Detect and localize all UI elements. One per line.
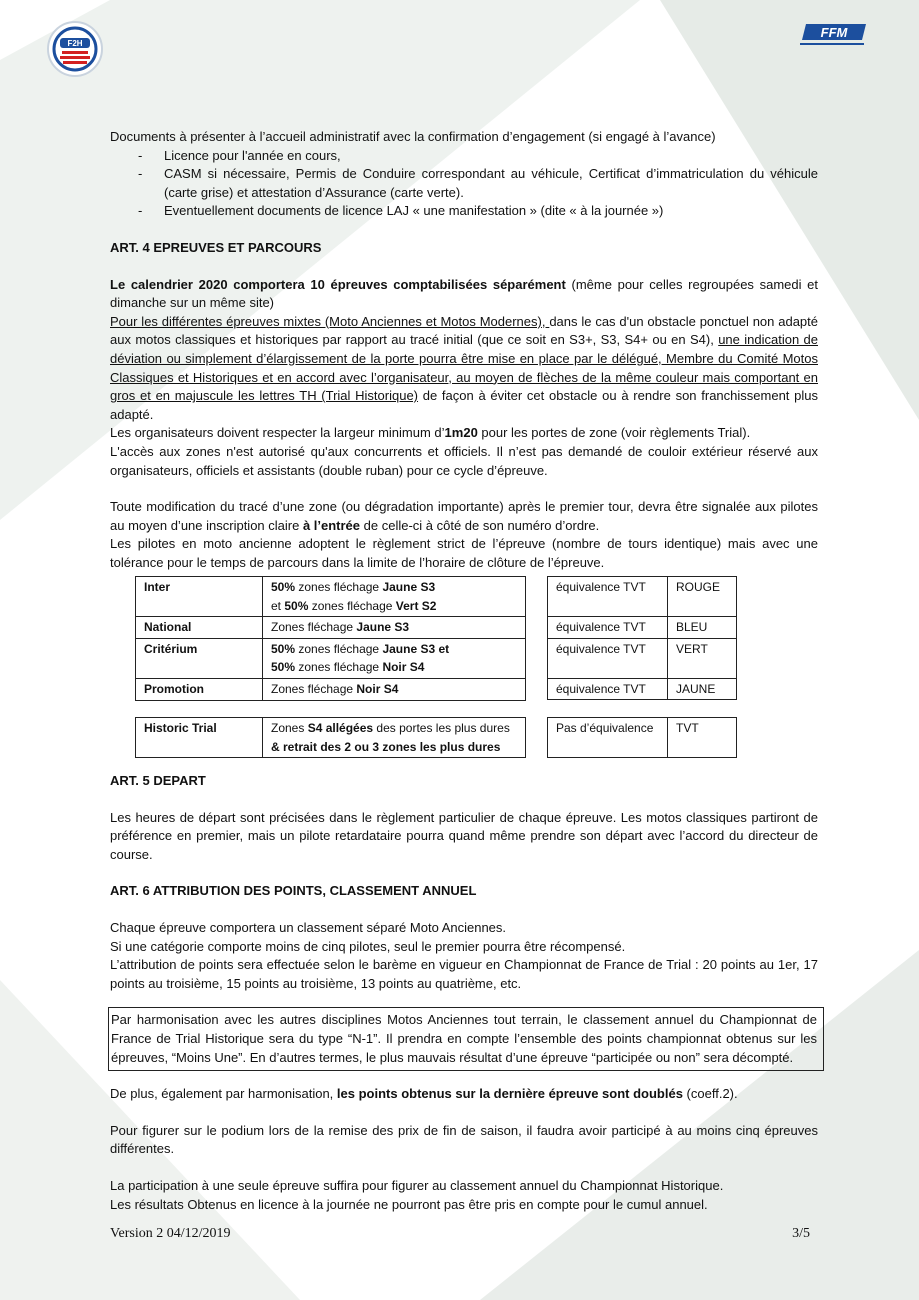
zones-cell: Zones fléchage Noir S4 [263, 678, 526, 700]
art6-harmonisation-box: Par harmonisation avec les autres disciplines Motos Anciennes tout terrain, le classement annuel du Championnat de France de Trial Historique sera du type “N-1”. Il prendra en compte l’ensemble des points championnat obtenus sur les épreuves, “Moins Une”. En d’autres termes, le plus mauvais résultat d’une épreuve “participée ou non” sera décompté. [108, 1007, 824, 1071]
equivalence-cell: équivalence TVT [548, 638, 668, 678]
table-row [548, 577, 737, 617]
art4-rules-paragraph: Les pilotes en moto ancienne adoptent le règlement strict de l’épreuve (nombre de tours identique) mais avec une tolérance pour le temps de parcours dans la limite de l’horaire de clôture de l’épreuve. [110, 536, 818, 570]
zones-cell: Zones S4 allégées des portes les plus dures & retrait des 2 ou 3 zones les plus dures [263, 718, 526, 758]
page-body [110, 128, 818, 572]
category-cell: National [136, 617, 263, 639]
table-row [136, 577, 526, 617]
table-row [136, 617, 526, 639]
art6-double-points-paragraph: De plus, également par harmonisation, les points obtenus sur la dernière épreuve sont doublés (coeff.2). [110, 1086, 738, 1102]
art4-gate-width-paragraph: Les organisateurs doivent respecter la largeur minimum d’1m20 pour les portes de zone (voir règlements Trial). [110, 425, 751, 441]
art4-calendar-paragraph: Le calendrier 2020 comportera 10 épreuves comptabilisées séparément (même pour celles regroupées samedi et dimanche sur un même site) [110, 276, 818, 311]
table-row [136, 678, 526, 700]
page-body-continued [110, 772, 818, 1214]
art6-title: ART. 6 ATTRIBUTION DES POINTS, CLASSEMENT ANNUEL [110, 883, 477, 899]
art6-podium-paragraph: Pour figurer sur le podium lors de la remise des prix de fin de saison, il faudra avoir participé à au moins cinq épreuves différentes. [110, 1122, 818, 1157]
zones-cell: 50% zones fléchage Jaune S3 et 50% zones fléchage Vert S2 [263, 577, 526, 617]
historic-trial-table [135, 717, 526, 758]
ffm-logo [796, 22, 870, 48]
page-footer [110, 1226, 810, 1242]
art4-title: ART. 4 EPREUVES ET PARCOURS [110, 239, 322, 255]
art4-mixed-events-paragraph: Pour les différentes épreuves mixtes (Moto Anciennes et Motos Modernes), dans le cas d'un obstacle ponctuel non adapté aux motos classiques et historiques par rapport au tracé initial (que ce soit en S3+, S3, S4+ ou en S4), une indication de déviation ou simplement d’élargissement de la porte pourra être mise en place par le délégué, Membre du Comité Motos Classiques et Historiques et en accord avec l’organisateur, au moyen de flèches de la même couleur mais comportant en gros et en majuscule les lettres TH (Trial Historique) de façon à éviter cet obstacle ou à rendre son franchissement plus adapté. [110, 313, 818, 422]
table-row [136, 638, 526, 678]
ffm-classic-logo [46, 20, 104, 78]
tvt-color-cell: TVT [668, 718, 737, 758]
table-row [548, 678, 737, 700]
tvt-color-cell: JAUNE [668, 678, 737, 700]
table-row [548, 617, 737, 639]
art6-paragraph: Les résultats Obtenus en licence à la journée ne pourront pas être pris en compte pour le cumul annuel. [110, 1196, 708, 1212]
tvt-color-cell: VERT [668, 638, 737, 678]
table-row [548, 638, 737, 678]
version-label: Version 2 04/12/2019 [110, 1226, 231, 1241]
table-row [548, 718, 737, 758]
equivalence-cell: équivalence TVT [548, 577, 668, 617]
tvt-color-cell: ROUGE [668, 577, 737, 617]
tvt-equivalence-table [547, 576, 737, 700]
art5-paragraph: Les heures de départ sont précisées dans le règlement particulier de chaque épreuve. Les motos classiques partiront de préférence en premier, mais un pilote retardataire pourra quand même prendre son départ avec l’accord du directeur de course. [110, 809, 818, 862]
zones-cell: 50% zones fléchage Jaune S3 et 50% zones fléchage Noir S4 [263, 638, 526, 678]
page-number: 3/5 [792, 1226, 810, 1241]
historic-equivalence-table [547, 717, 737, 758]
tvt-color-cell: BLEU [668, 617, 737, 639]
list-item: - Licence pour l'année en cours, [110, 147, 818, 166]
category-cell: Inter [136, 577, 263, 617]
documents-heading: Documents à présenter à l’accueil administratif avec la confirmation d’engagement (si engagé à l’avance) [110, 129, 716, 144]
zones-cell: Zones fléchage Jaune S3 [263, 617, 526, 639]
art6-paragraph: La participation à une seule épreuve suffira pour figurer au classement annuel du Championnat Historique. [110, 1177, 724, 1193]
art6-points-paragraph: L’attribution de points sera effectuée selon le barème en vigueur en Championnat de France de Trial : 20 points au 1er, 17 points au troisième, 15 points au troisième, 13 points au quatrième, etc. [110, 957, 818, 991]
category-cell: Historic Trial [136, 718, 263, 758]
art6-paragraph: Si une catégorie comporte moins de cinq pilotes, seul le premier pourra être récompensé. [110, 938, 626, 954]
art4-access-paragraph: L'accès aux zones n'est autorisé qu'aux concurrents et officiels. Il n’est pas demandé de couloir extérieur réservé aux organisateurs, officiels et assistants (double ruban) pour ce cycle d’épreuve. [110, 443, 818, 478]
equivalence-cell: équivalence TVT [548, 678, 668, 700]
documents-list [110, 147, 818, 221]
table-row [136, 718, 526, 758]
category-cell: Critérium [136, 638, 263, 678]
equivalence-cell: Pas d’équivalence [548, 718, 668, 758]
list-item: - Eventuellement documents de licence LAJ « une manifestation » (dite « à la journée ») [110, 202, 818, 221]
category-table [135, 576, 526, 701]
equivalence-cell: équivalence TVT [548, 617, 668, 639]
svg-text:F2H: F2H [67, 39, 83, 48]
svg-text:FFM: FFM [820, 25, 848, 40]
list-item: - CASM si nécessaire, Permis de Conduire correspondant au véhicule, Certificat d’immatriculation du véhicule (carte grise) et attestation d’Assurance (carte verte). [110, 165, 818, 202]
art6-paragraph: Chaque épreuve comportera un classement séparé Moto Anciennes. [110, 919, 507, 935]
category-cell: Promotion [136, 678, 263, 700]
art4-modification-paragraph: Toute modification du tracé d’une zone (ou dégradation importante) après le premier tour, devra être signalée aux pilotes au moyen d’une inscription claire à l’entrée de celle-ci à côté de son numéro d’ordre. [110, 499, 818, 533]
art5-title: ART. 5 DEPART [110, 773, 206, 788]
